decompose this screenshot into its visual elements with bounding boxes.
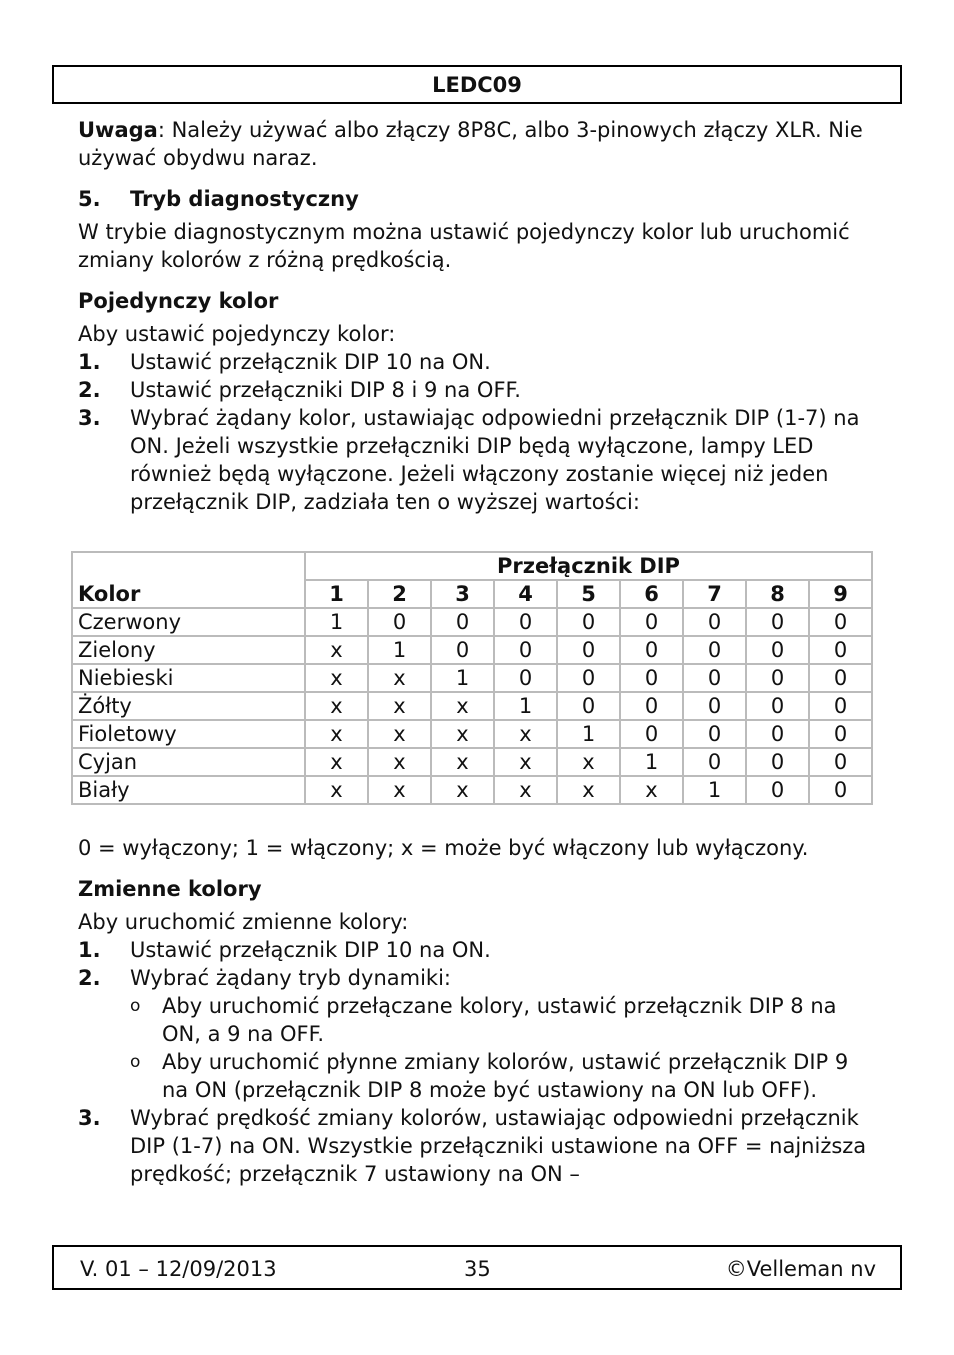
dip-value-cell: x: [368, 776, 431, 804]
color-name-cell: Cyjan: [72, 748, 305, 776]
color-name-cell: Niebieski: [72, 664, 305, 692]
dip-value-cell: 0: [620, 692, 683, 720]
dip-value-cell: x: [305, 664, 368, 692]
dip-value-cell: x: [305, 720, 368, 748]
dip-value-cell: x: [494, 720, 557, 748]
table-row: [72, 692, 872, 720]
dip-value-cell: 0: [746, 776, 809, 804]
dip-column-header: 4: [494, 580, 557, 608]
dip-value-cell: 0: [809, 664, 872, 692]
step-text: Wybrać żądany kolor, ustawiając odpowiedni przełącznik DIP (1-7) na ON. Jeżeli wszystkie przełączniki DIP będą wyłączone, lampy LED również będą wyłączone. Jeżeli włączony zostanie więcej niż jeden przełącznik DIP, zadziała ten o wyższej wartości:: [130, 406, 860, 514]
step-text: Wybrać prędkość zmiany kolorów, ustawiając odpowiedni przełącznik DIP (1-7) na ON. Wszystkie przełączniki ustawione na OFF = najniższa prędkość; przełącznik 7 ustawiony na ON –: [130, 1106, 867, 1186]
table-row: [72, 608, 872, 636]
color-name-cell: Zielony: [72, 636, 305, 664]
dip-value-cell: 1: [557, 720, 620, 748]
after-table-content: [78, 834, 878, 1188]
bullet-item: [78, 992, 878, 1048]
dip-value-cell: 0: [809, 720, 872, 748]
color-name-cell: Czerwony: [72, 608, 305, 636]
dip-value-cell: 1: [683, 776, 746, 804]
table-row: [72, 720, 872, 748]
header-title: LEDC09: [432, 73, 522, 97]
dip-value-cell: 0: [620, 636, 683, 664]
dip-value-cell: 0: [620, 608, 683, 636]
dip-value-cell: x: [494, 776, 557, 804]
dip-column-header: 8: [746, 580, 809, 608]
single-color-heading: Pojedynczy kolor: [78, 289, 279, 313]
dip-value-cell: x: [557, 748, 620, 776]
dip-value-cell: x: [305, 776, 368, 804]
changing-step-1: [78, 936, 878, 964]
section-intro: W trybie diagnostycznym można ustawić pojedynczy kolor lub uruchomić zmiany kolorów z różną prędkością.: [78, 220, 850, 272]
dip-value-cell: x: [368, 692, 431, 720]
dip-value-cell: 0: [620, 664, 683, 692]
dip-value-cell: 0: [557, 664, 620, 692]
changing-colors-heading: Zmienne kolory: [78, 877, 262, 901]
color-name-cell: Fioletowy: [72, 720, 305, 748]
dip-column-header: 7: [683, 580, 746, 608]
kolor-header: Kolor: [72, 580, 305, 608]
dip-value-cell: x: [368, 720, 431, 748]
section-title: Tryb diagnostyczny: [130, 187, 359, 211]
changing-step-2: [78, 964, 878, 992]
step-text: Ustawić przełącznik DIP 10 na ON.: [130, 350, 491, 374]
empty-corner-cell: [72, 552, 305, 580]
dip-value-cell: 0: [494, 636, 557, 664]
single-color-intro: Aby ustawić pojedynczy kolor:: [78, 322, 396, 346]
dip-value-cell: 0: [431, 636, 494, 664]
dip-value-cell: x: [368, 664, 431, 692]
dip-value-cell: 1: [305, 608, 368, 636]
table-legend: 0 = wyłączony; 1 = włączony; x = może być włączony lub wyłączony.: [78, 836, 809, 860]
dip-column-header: 5: [557, 580, 620, 608]
dip-value-cell: x: [305, 692, 368, 720]
dip-value-cell: 0: [746, 636, 809, 664]
dip-value-cell: 0: [746, 608, 809, 636]
dip-value-cell: 0: [557, 692, 620, 720]
dip-column-header: 9: [809, 580, 872, 608]
dip-value-cell: 0: [683, 692, 746, 720]
changing-colors-intro: Aby uruchomić zmienne kolory:: [78, 910, 409, 934]
dip-value-cell: x: [431, 776, 494, 804]
note-label: Uwaga: [78, 118, 158, 142]
dip-value-cell: 0: [494, 608, 557, 636]
dip-value-cell: x: [557, 776, 620, 804]
table-group-header-row: [72, 552, 872, 580]
step-number: 1.: [78, 938, 101, 962]
step-number: 3.: [78, 1106, 101, 1130]
dip-column-header: 2: [368, 580, 431, 608]
bullet-marker: o: [130, 996, 141, 1016]
dip-value-cell: 0: [557, 608, 620, 636]
dip-value-cell: 0: [683, 720, 746, 748]
color-name-cell: Biały: [72, 776, 305, 804]
dip-value-cell: x: [431, 748, 494, 776]
step-text: Ustawić przełączniki DIP 8 i 9 na OFF.: [130, 378, 521, 402]
dip-value-cell: 0: [683, 608, 746, 636]
footer-page-number: 35: [464, 1257, 491, 1281]
dip-value-cell: 0: [746, 692, 809, 720]
dip-value-cell: 0: [683, 636, 746, 664]
dip-value-cell: 0: [809, 692, 872, 720]
bullet-text: Aby uruchomić przełączane kolory, ustawić przełącznik DIP 8 na ON, a 9 na OFF.: [162, 994, 837, 1046]
bullet-text: Aby uruchomić płynne zmiany kolorów, ustawić przełącznik DIP 9 na ON (przełącznik DIP 8 może być ustawiony na ON lub OFF).: [162, 1050, 849, 1102]
dip-value-cell: 0: [683, 664, 746, 692]
dip-value-cell: 0: [557, 636, 620, 664]
single-step-1: [78, 348, 878, 376]
table-row: [72, 636, 872, 664]
dip-value-cell: 0: [746, 664, 809, 692]
table-row: [72, 664, 872, 692]
dip-value-cell: x: [431, 720, 494, 748]
dip-value-cell: 0: [368, 608, 431, 636]
note-text: : Należy używać albo złączy 8P8C, albo 3-pinowych złączy XLR. Nie używać obydwu naraz.: [78, 118, 863, 170]
page-footer: [52, 1245, 902, 1290]
dip-value-cell: x: [368, 748, 431, 776]
dip-column-header: 1: [305, 580, 368, 608]
step-number: 1.: [78, 350, 101, 374]
step-text: Wybrać żądany tryb dynamiki:: [130, 966, 451, 990]
dip-value-cell: 0: [683, 748, 746, 776]
bullet-item: [78, 1048, 878, 1104]
table-column-header-row: [72, 580, 872, 608]
footer-copyright: ©Velleman nv: [725, 1257, 876, 1281]
dip-value-cell: 1: [431, 664, 494, 692]
dip-value-cell: 1: [368, 636, 431, 664]
dip-column-header: 3: [431, 580, 494, 608]
color-name-cell: Żółty: [72, 692, 305, 720]
dip-value-cell: 1: [620, 748, 683, 776]
dip-value-cell: 0: [746, 748, 809, 776]
bullet-marker: o: [130, 1052, 141, 1072]
page-header: [52, 65, 902, 104]
dip-value-cell: 0: [809, 748, 872, 776]
step-number: 3.: [78, 406, 101, 430]
step-number: 2.: [78, 966, 101, 990]
single-step-2: [78, 376, 878, 404]
table-row: [72, 748, 872, 776]
dip-value-cell: x: [620, 776, 683, 804]
dip-value-cell: x: [494, 748, 557, 776]
dip-value-cell: 1: [494, 692, 557, 720]
dip-value-cell: x: [431, 692, 494, 720]
dip-switch-table: [71, 551, 873, 805]
dip-value-cell: 0: [620, 720, 683, 748]
step-text: Ustawić przełącznik DIP 10 na ON.: [130, 938, 491, 962]
dip-value-cell: 0: [809, 776, 872, 804]
main-content: [78, 116, 878, 516]
dip-value-cell: 0: [809, 608, 872, 636]
changing-step-3: [78, 1104, 878, 1188]
section-heading: [78, 185, 878, 213]
single-step-3: [78, 404, 878, 516]
dip-value-cell: 0: [746, 720, 809, 748]
dip-value-cell: x: [305, 636, 368, 664]
footer-version: V. 01 – 12/09/2013: [80, 1257, 277, 1281]
dip-value-cell: x: [305, 748, 368, 776]
dip-value-cell: 0: [809, 636, 872, 664]
dip-column-header: 6: [620, 580, 683, 608]
step-number: 2.: [78, 378, 101, 402]
dip-value-cell: 0: [431, 608, 494, 636]
table-row: [72, 776, 872, 804]
note-paragraph: [78, 116, 878, 172]
section-number: 5.: [78, 187, 101, 211]
dip-group-header: Przełącznik DIP: [305, 552, 872, 580]
dip-value-cell: 0: [494, 664, 557, 692]
